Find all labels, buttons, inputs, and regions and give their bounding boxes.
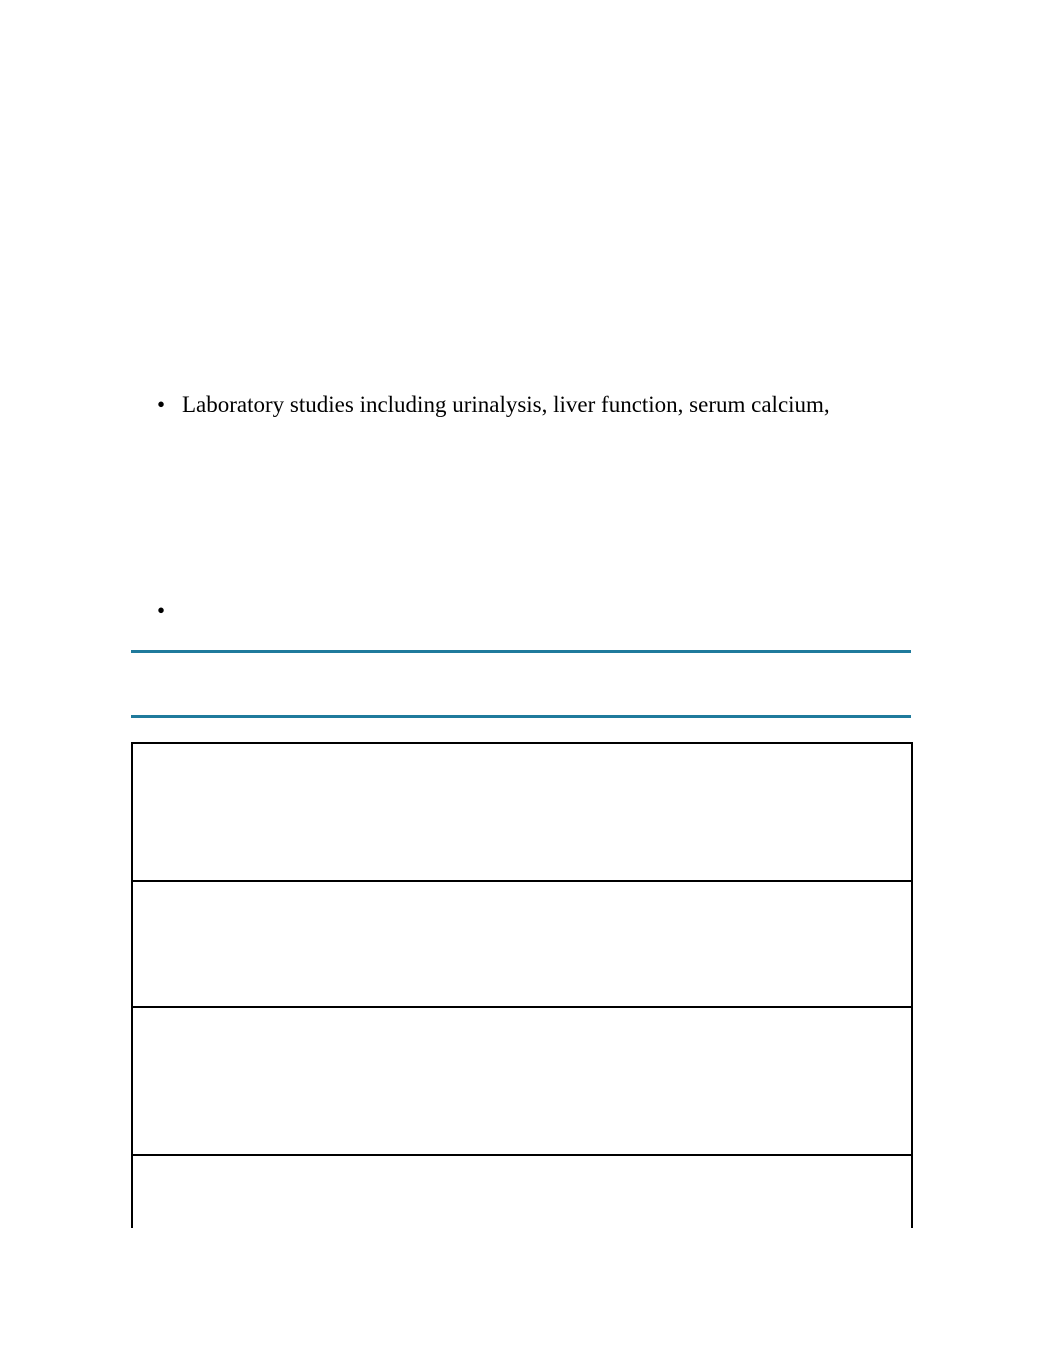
list-item [157,597,182,625]
section-divider-bottom [131,715,911,718]
table-row [133,744,911,882]
bullet-icon: • [157,392,166,417]
bullet-icon: • [157,598,166,623]
table-row [133,1008,911,1156]
data-table [131,742,913,1228]
list-item-text: Laboratory studies including urinalysis, liver function, serum calcium, [182,392,830,417]
list-item [157,391,830,419]
table-row [133,1156,911,1228]
section-divider-top [131,650,911,653]
table-row [133,882,911,1008]
